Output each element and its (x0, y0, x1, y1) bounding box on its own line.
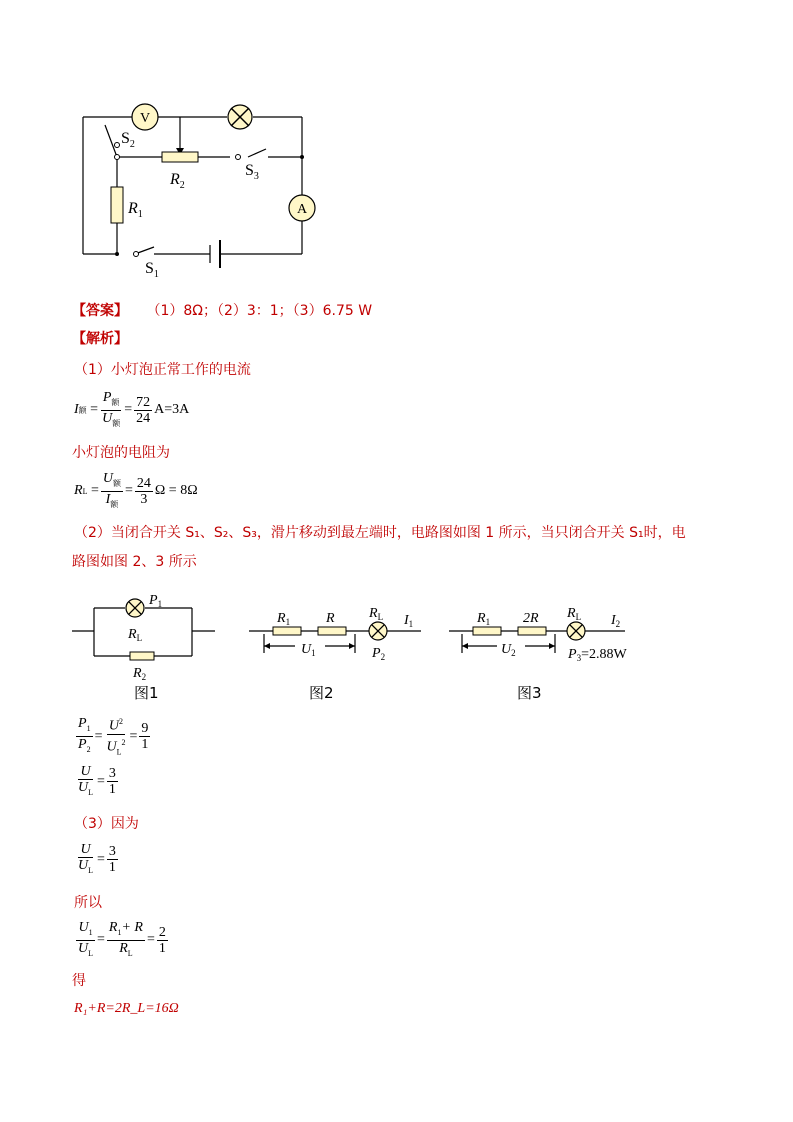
analysis-p1: （1）小灯泡正常工作的电流 (74, 362, 251, 378)
svg-text:图2: 图2 (309, 684, 334, 702)
equation-resistance-ratio: $\frac{U_1}{U_L}$ = $\frac{R_1+ R}{R_L}$ = $\frac{2}{1}$ (78, 920, 166, 958)
svg-text:V: V (139, 111, 151, 126)
resistor-r2 (162, 152, 198, 162)
analysis-p3-line1: （2）当闭合开关 S₁、S₂、S₃，滑片移动到最左端时，电路图如图 1 所示，当只闭合开关 S₁时，电 (74, 525, 686, 541)
svg-text:RL: $R_L$ (369, 606, 384, 622)
svg-text:R2: $R_2$ (133, 666, 147, 682)
svg-text:I1: $I_1$ (404, 613, 414, 629)
svg-text:P3=2.88W: $P_3=2.88W$ (568, 647, 627, 663)
final-equation: R₁+R=2R_L=16Ω (74, 1001, 179, 1016)
answer-tag: 【答案】 (72, 303, 128, 319)
svg-text:R1: $R_1$ (277, 611, 291, 627)
svg-text:S2: $S_2$ (121, 130, 135, 150)
resistor-r1 (473, 627, 501, 635)
analysis-p4: （3）因为 (74, 816, 139, 832)
svg-text:P1: $P_1$ (149, 593, 163, 609)
svg-text:图3: 图3 (517, 684, 542, 702)
svg-text:P2: $P_2$ (372, 646, 386, 662)
analysis-p2: 小灯泡的电阻为 (72, 445, 170, 461)
figure-1 (70, 588, 220, 703)
figure-3 (445, 598, 655, 703)
resistor-2r (518, 627, 546, 635)
svg-text:R1: $R_1$ (477, 611, 491, 627)
resistor-r (318, 627, 346, 635)
analysis-p5: 所以 (74, 895, 102, 911)
analysis-tag: 【解析】 (72, 331, 128, 347)
svg-text:2R: 2R (523, 611, 539, 626)
svg-text:U1: $U_1$ (301, 642, 316, 658)
svg-text:R1: $R_1$ (128, 200, 143, 220)
circuit-diagram (70, 95, 320, 280)
equation-resistance: R L = $\frac{U_额}{I_额}$ = $\frac{24}{3}$ Ω = 8Ω (74, 471, 198, 509)
svg-text:RL: $R_L$ (567, 606, 582, 622)
svg-text:S1: $S_1$ (145, 260, 159, 280)
svg-text:R: R (326, 611, 335, 626)
answer-line (72, 300, 372, 320)
figure-2 (245, 598, 425, 703)
svg-text:S3: $S_3$ (245, 162, 259, 182)
resistor-r2 (130, 652, 154, 660)
equation-voltage-ratio: $\frac{U}{U_L}$ = $\frac{3}{1}$ (78, 764, 116, 798)
equation-voltage-ratio-2: $\frac{U}{U_L}$ = $\frac{3}{1}$ (78, 842, 116, 876)
resistor-r1 (273, 627, 301, 635)
answer-text: （1）8Ω；（2）3：1；（3）6.75 W (146, 303, 373, 319)
svg-text:I2: $I_2$ (611, 613, 621, 629)
analysis-p6: 得 (72, 973, 86, 989)
svg-text:图1: 图1 (134, 684, 159, 702)
equation-power-ratio: $\frac{P_1}{P_2}$ = $\frac{U^2}{U_L^2}$ = $\frac{9}{1}$ (74, 714, 152, 759)
svg-text:RL: $R_L$ (128, 627, 143, 643)
svg-text:R2: $R_2$ (170, 171, 185, 191)
resistor-r1 (111, 187, 123, 223)
equation-current: I 额 = $\frac{P_额}{U_额}$ = $\frac{72}{24}$ A=3A (74, 390, 190, 428)
svg-text:U2: $U_2$ (501, 642, 516, 658)
analysis-p3-line2: 路图如图 2、3 所示 (72, 554, 197, 570)
svg-text:A: A (296, 202, 308, 217)
